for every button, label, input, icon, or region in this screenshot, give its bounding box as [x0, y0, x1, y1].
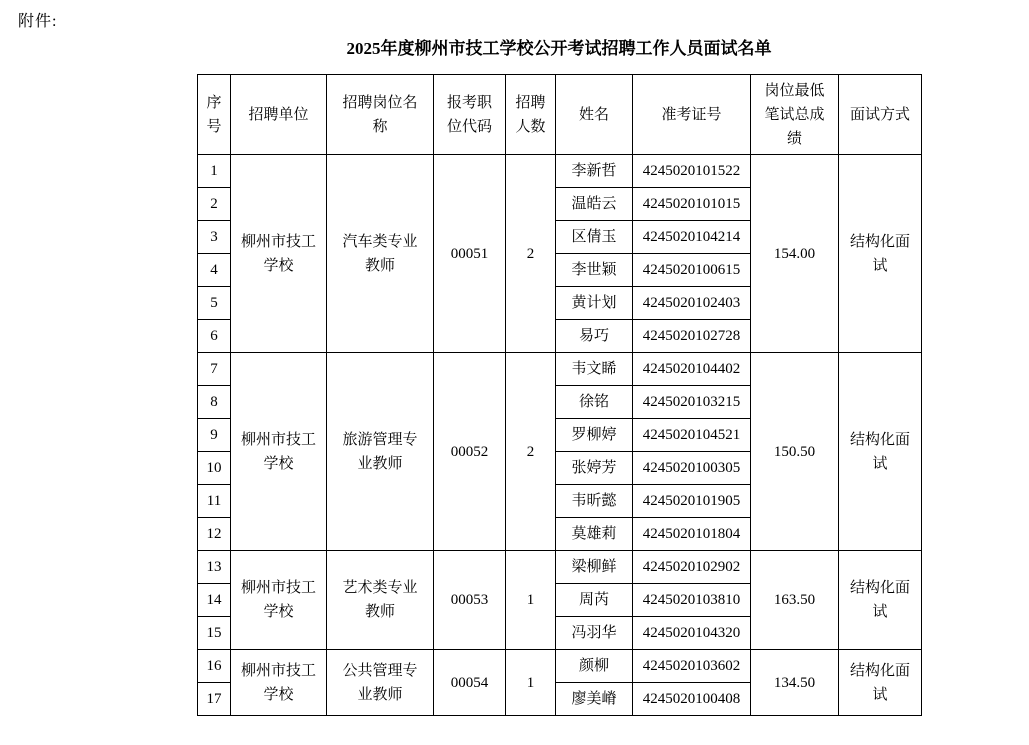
count-cell: 1 — [506, 551, 556, 650]
ticket-cell: 4245020104214 — [633, 221, 751, 254]
ticket-cell: 4245020103215 — [633, 386, 751, 419]
ticket-cell: 4245020101804 — [633, 518, 751, 551]
header-count: 招聘人数 — [506, 75, 556, 155]
position-cell: 旅游管理专业教师 — [327, 353, 434, 551]
seq-cell: 10 — [198, 452, 231, 485]
unit-cell: 柳州市技工学校 — [231, 551, 327, 650]
name-cell: 李世颖 — [556, 254, 633, 287]
header-ticket: 准考证号 — [633, 75, 751, 155]
min-score-cell: 154.00 — [751, 155, 839, 353]
count-cell: 2 — [506, 155, 556, 353]
name-cell: 廖美嵴 — [556, 683, 633, 716]
ticket-cell: 4245020102728 — [633, 320, 751, 353]
header-unit: 招聘单位 — [231, 75, 327, 155]
interview-cell: 结构化面试 — [839, 155, 922, 353]
table-row — [198, 353, 922, 386]
interview-cell: 结构化面试 — [839, 650, 922, 716]
name-cell: 韦文睎 — [556, 353, 633, 386]
ticket-cell: 4245020103602 — [633, 650, 751, 683]
min-score-cell: 150.50 — [751, 353, 839, 551]
name-cell: 李新哲 — [556, 155, 633, 188]
interview-roster-table — [197, 74, 922, 716]
attachment-label: 附件: — [18, 13, 58, 30]
table-header-row — [198, 75, 922, 155]
name-cell: 韦昕懿 — [556, 485, 633, 518]
min-score-cell: 134.50 — [751, 650, 839, 716]
header-name: 姓名 — [556, 75, 633, 155]
document-body — [197, 34, 921, 716]
name-cell: 颜柳 — [556, 650, 633, 683]
page-title: 2025年度柳州市技工学校公开考试招聘工作人员面试名单 — [346, 39, 772, 58]
header-interview: 面试方式 — [839, 75, 922, 155]
name-cell: 周芮 — [556, 584, 633, 617]
seq-cell: 4 — [198, 254, 231, 287]
ticket-cell: 4245020100615 — [633, 254, 751, 287]
min-score-cell: 163.50 — [751, 551, 839, 650]
count-cell: 2 — [506, 353, 556, 551]
code-cell: 00052 — [434, 353, 506, 551]
seq-cell: 7 — [198, 353, 231, 386]
position-cell: 汽车类专业教师 — [327, 155, 434, 353]
table-row — [198, 551, 922, 584]
seq-cell: 6 — [198, 320, 231, 353]
name-cell: 温皓云 — [556, 188, 633, 221]
ticket-cell: 4245020104402 — [633, 353, 751, 386]
ticket-cell: 4245020104320 — [633, 617, 751, 650]
ticket-cell: 4245020101015 — [633, 188, 751, 221]
name-cell: 罗柳婷 — [556, 419, 633, 452]
ticket-cell: 4245020103810 — [633, 584, 751, 617]
ticket-cell: 4245020102403 — [633, 287, 751, 320]
seq-cell: 12 — [198, 518, 231, 551]
name-cell: 张婷芳 — [556, 452, 633, 485]
seq-cell: 14 — [198, 584, 231, 617]
seq-cell: 11 — [198, 485, 231, 518]
interview-cell: 结构化面试 — [839, 353, 922, 551]
code-cell: 00053 — [434, 551, 506, 650]
seq-cell: 13 — [198, 551, 231, 584]
name-cell: 黄计划 — [556, 287, 633, 320]
seq-cell: 2 — [198, 188, 231, 221]
header-position: 招聘岗位名称 — [327, 75, 434, 155]
table-row — [198, 650, 922, 683]
unit-cell: 柳州市技工学校 — [231, 353, 327, 551]
seq-cell: 1 — [198, 155, 231, 188]
unit-cell: 柳州市技工学校 — [231, 650, 327, 716]
ticket-cell: 4245020100408 — [633, 683, 751, 716]
name-cell: 区倩玉 — [556, 221, 633, 254]
table-row — [198, 155, 922, 188]
ticket-cell: 4245020104521 — [633, 419, 751, 452]
seq-cell: 9 — [198, 419, 231, 452]
unit-cell: 柳州市技工学校 — [231, 155, 327, 353]
name-cell: 冯羽华 — [556, 617, 633, 650]
seq-cell: 5 — [198, 287, 231, 320]
name-cell: 易巧 — [556, 320, 633, 353]
header-min-score: 岗位最低笔试总成绩 — [751, 75, 839, 155]
count-cell: 1 — [506, 650, 556, 716]
name-cell: 徐铭 — [556, 386, 633, 419]
ticket-cell: 4245020102902 — [633, 551, 751, 584]
position-cell: 艺术类专业教师 — [327, 551, 434, 650]
ticket-cell: 4245020101905 — [633, 485, 751, 518]
seq-cell: 8 — [198, 386, 231, 419]
code-cell: 00054 — [434, 650, 506, 716]
seq-cell: 15 — [198, 617, 231, 650]
ticket-cell: 4245020101522 — [633, 155, 751, 188]
position-cell: 公共管理专业教师 — [327, 650, 434, 716]
seq-cell: 17 — [198, 683, 231, 716]
seq-cell: 16 — [198, 650, 231, 683]
name-cell: 莫雄莉 — [556, 518, 633, 551]
name-cell: 梁柳鲜 — [556, 551, 633, 584]
interview-cell: 结构化面试 — [839, 551, 922, 650]
header-code: 报考职位代码 — [434, 75, 506, 155]
ticket-cell: 4245020100305 — [633, 452, 751, 485]
seq-cell: 3 — [198, 221, 231, 254]
code-cell: 00051 — [434, 155, 506, 353]
header-seq: 序号 — [198, 75, 231, 155]
